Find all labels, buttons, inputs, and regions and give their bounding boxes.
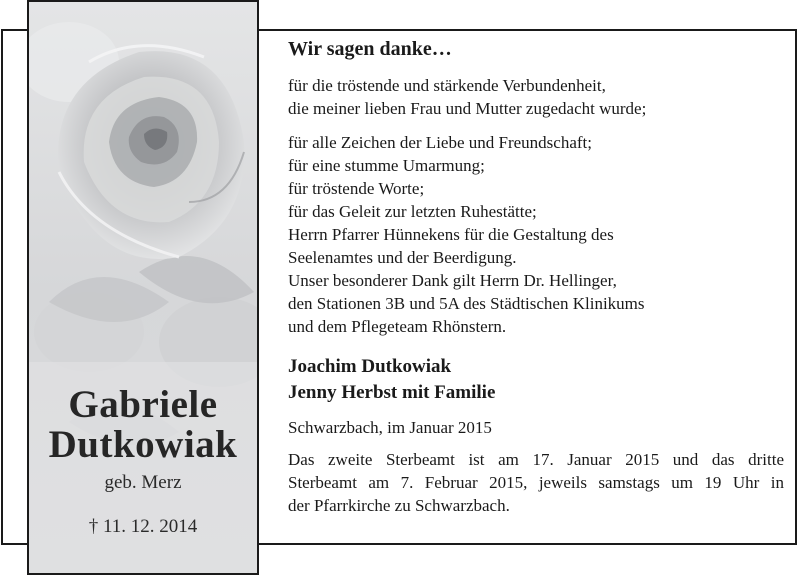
signatures [288, 354, 788, 406]
text-line: den Stationen 3B und 5A des Städtischen Klinikums [288, 294, 645, 313]
signature-name: Joachim Dutkowiak [288, 356, 452, 377]
text-line: die meiner lieben Frau und Mutter zugedacht wurde; [288, 99, 647, 118]
paragraph-gratitude-list [288, 131, 788, 338]
text-line: für das Geleit zur letzten Ruhestätte; [288, 202, 537, 221]
birth-name: geb. Merz [104, 472, 182, 493]
text-line: Seelenamtes und der Beerdigung. [288, 248, 517, 267]
death-date: † 11. 12. 2014 [88, 516, 198, 537]
text-line: für die tröstende und stärkende Verbundenheit, [288, 76, 606, 95]
signature-name: Jenny Herbst mit Familie [288, 382, 496, 403]
deceased-first-name: Gabriele [68, 383, 218, 426]
deceased-last-name: Dutkowiak [48, 423, 238, 466]
thanks-text [288, 38, 788, 517]
place-date: Schwarzbach, im Januar 2015 [288, 418, 492, 437]
text-line: für alle Zeichen der Liebe und Freundschaft; [288, 133, 592, 152]
text-line: und dem Pflegeteam Rhönstern. [288, 317, 507, 336]
paragraph-solidarity [288, 74, 788, 120]
text-line: der Pfarrkirche zu Schwarzbach. [288, 496, 510, 515]
text-line: Sterbeamt am 7. Februar 2015, jeweils samstags um 19 Uhr in [288, 473, 784, 492]
text-line: für tröstende Worte; [288, 179, 425, 198]
thanks-heading: Wir sagen danke… [288, 38, 452, 60]
text-line: Das zweite Sterbeamt ist am 17. Januar 2015 und das dritte [288, 450, 784, 469]
closing-paragraph [288, 448, 784, 517]
memorial-photo-panel [27, 0, 259, 575]
text-line: für eine stumme Umarmung; [288, 156, 485, 175]
text-line: Herrn Pfarrer Hünnekens für die Gestaltung des [288, 225, 614, 244]
text-line: Unser besonderer Dank gilt Herrn Dr. Hellinger, [288, 271, 617, 290]
